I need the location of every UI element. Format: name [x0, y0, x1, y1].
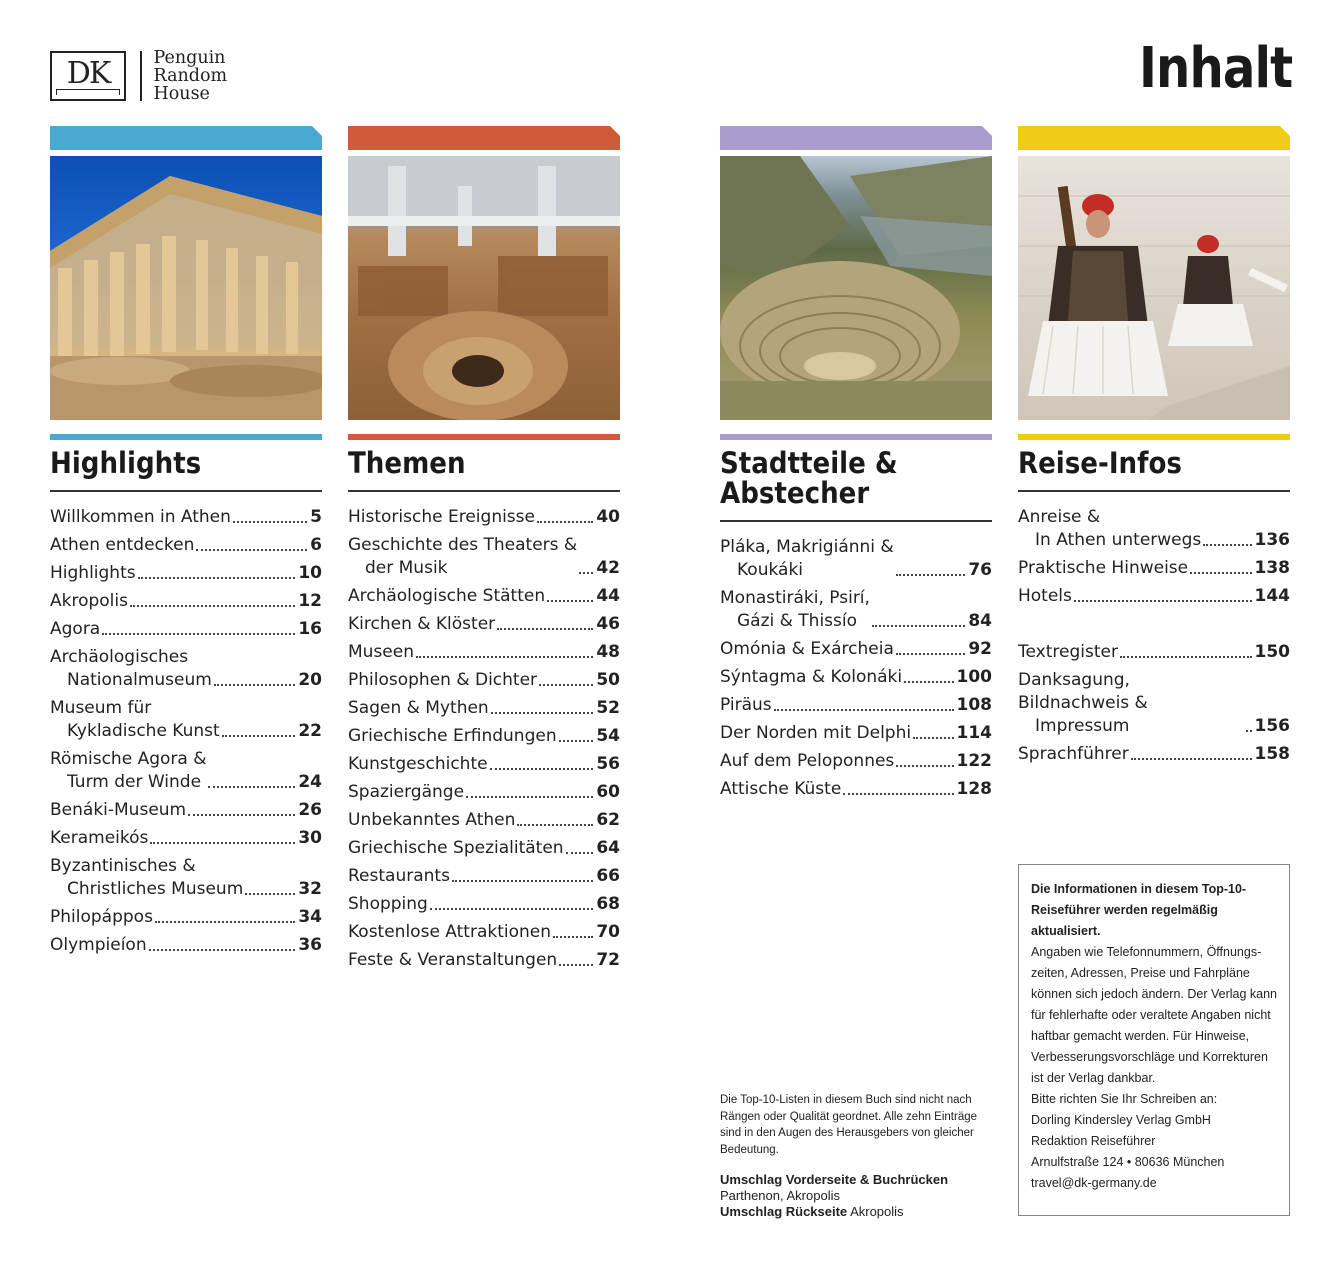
evzones-guards-photo: [1018, 156, 1290, 420]
toc-list: [348, 506, 620, 972]
dk-letters: DK: [66, 55, 110, 91]
toc-item[interactable]: Hotels 144: [1018, 585, 1290, 606]
section-tab: [720, 126, 992, 150]
toc-item[interactable]: Spaziergänge 60: [348, 781, 620, 802]
toc-item[interactable]: Shopping 68: [348, 893, 620, 914]
front-cover-label: Umschlag Vorderseite & Buchrücken: [720, 1172, 949, 1187]
toc-item[interactable]: Geschichte des Theaters & der Musik 42: [348, 534, 620, 578]
publisher-line-1: Penguin: [153, 48, 226, 68]
toc-item[interactable]: Sýntagma & Kolonáki 100: [720, 666, 992, 687]
toc-item[interactable]: Akropolis 12: [50, 590, 322, 611]
toc-item[interactable]: Benáki-Museum 26: [50, 799, 322, 820]
section-title: Reise-Infos: [1018, 446, 1182, 480]
publisher-logo: [50, 50, 227, 102]
section-reise-infos: [1018, 126, 1290, 771]
toc-item[interactable]: Anreise & In Athen unterwegs 136: [1018, 506, 1290, 550]
toc-item[interactable]: Griechische Spezialitäten 64: [348, 837, 620, 858]
parthenon-photo: [50, 156, 322, 420]
toc-item[interactable]: Omónia & Exárcheia 92: [720, 638, 992, 659]
toc-item[interactable]: Olympieíon 36: [50, 934, 322, 955]
section-title: Highlights: [50, 446, 202, 480]
toc-item[interactable]: Museen 48: [348, 641, 620, 662]
section-tab: [1018, 126, 1290, 150]
toc-item[interactable]: Historische Ereignisse 40: [348, 506, 620, 527]
info-box-contact-intro: Bitte richten Sie Ihr Schreiben an:: [1031, 1092, 1218, 1106]
front-cover-value: Parthenon, Akropolis: [720, 1188, 840, 1203]
toc-item[interactable]: Attische Küste 128: [720, 778, 992, 799]
toc-item[interactable]: Highlights 10: [50, 562, 322, 583]
info-box-email[interactable]: travel@dk-germany.de: [1031, 1176, 1157, 1190]
section-title: Themen: [348, 446, 466, 480]
toc-item[interactable]: Agora 16: [50, 618, 322, 639]
toc-item[interactable]: Monastiráki, Psirí, Gázi & Thissío 84: [720, 587, 992, 631]
section-title: Stadtteile & Abstecher: [720, 446, 898, 510]
info-box-body: Angaben wie Telefonnummern, Öffnungs-zeiten, Adressen, Preise und Fahrpläne können sich jedoch ändern. Der Verlag kann für fehlerhafte oder veraltete Angaben nicht haftbar gemacht werden. Für Hinweise, Verbesserungsvorschläge und Korrekturen ist der Verlag dankbar.: [1031, 945, 1277, 1085]
toc-item[interactable]: Auf dem Peloponnes 122: [720, 750, 992, 771]
back-cover-value: Akropolis: [850, 1204, 904, 1219]
toc-item[interactable]: Sprachführer 158: [1018, 743, 1290, 764]
section-themen: [348, 126, 620, 977]
toc-item[interactable]: Philosophen & Dichter 50: [348, 669, 620, 690]
toc-list: [720, 536, 992, 801]
toc-item[interactable]: Der Norden mit Delphi 114: [720, 722, 992, 743]
museum-excavation-photo: [348, 156, 620, 420]
toc-item[interactable]: Textregister 150: [1018, 641, 1290, 662]
publisher-line-3: House: [153, 84, 210, 104]
delphi-theatre-photo: [720, 156, 992, 420]
section-tab: [50, 126, 322, 150]
toc-item[interactable]: Kirchen & Klöster 46: [348, 613, 620, 634]
cover-credits: [720, 1172, 992, 1220]
toc-item[interactable]: Römische Agora & Turm der Winde 24: [50, 748, 322, 792]
info-box-company: Dorling Kindersley Verlag GmbH: [1031, 1113, 1211, 1127]
toc-item[interactable]: Willkommen in Athen 5: [50, 506, 322, 527]
toc-list: [1018, 506, 1290, 766]
top10-note: Die Top-10-Listen in diesem Buch sind nicht nach Rängen oder Qualität geordnet. Alle zehn Einträge sind in den Augen des Herausgebers von gleicher Bedeutung.: [720, 1094, 978, 1156]
info-box-address: Arnulfstraße 124 • 80636 München: [1031, 1155, 1225, 1169]
publisher-line-2: Random: [153, 66, 228, 86]
toc-item[interactable]: Griechische Erfindungen 54: [348, 725, 620, 746]
toc-item[interactable]: Kunstgeschichte 56: [348, 753, 620, 774]
toc-item[interactable]: Athen entdecken 6: [50, 534, 322, 555]
toc-item[interactable]: Pláka, Makrigiánni & Koukáki 76: [720, 536, 992, 580]
toc-item[interactable]: Feste & Veranstaltungen 72: [348, 949, 620, 970]
toc-item[interactable]: Museum für Kykladische Kunst 22: [50, 697, 322, 741]
section-stadtteile: [720, 126, 992, 806]
section-highlights: [50, 126, 322, 962]
info-box-headline: Die Informationen in diesem Top-10-Reiseführer werden regelmäßig aktualisiert.: [1031, 882, 1247, 938]
toc-list: [50, 506, 322, 957]
publisher-name: [154, 49, 228, 103]
toc-item[interactable]: Praktische Hinweise 138: [1018, 557, 1290, 578]
info-box: [1018, 864, 1290, 1216]
toc-item[interactable]: Danksagung, Bildnachweis & Impressum 156: [1018, 669, 1290, 736]
toc-item[interactable]: Philopáppos 34: [50, 906, 322, 927]
dk-logo-icon: [50, 51, 126, 101]
toc-item[interactable]: Kostenlose Attraktionen 70: [348, 921, 620, 942]
section-tab: [348, 126, 620, 150]
toc-item[interactable]: Piräus 108: [720, 694, 992, 715]
toc-item[interactable]: Restaurants 66: [348, 865, 620, 886]
toc-item[interactable]: Archäologische Stätten 44: [348, 585, 620, 606]
info-box-department: Redaktion Reiseführer: [1031, 1134, 1156, 1148]
toc-item[interactable]: Byzantinisches & Christliches Museum 32: [50, 855, 322, 899]
toc-item[interactable]: Archäologisches Nationalmuseum 20: [50, 646, 322, 690]
toc-item[interactable]: Sagen & Mythen 52: [348, 697, 620, 718]
toc-item[interactable]: Unbekanntes Athen 62: [348, 809, 620, 830]
back-cover-label: Umschlag Rückseite: [720, 1204, 848, 1219]
page-title: Inhalt: [1138, 36, 1292, 101]
toc-item[interactable]: Kerameikós 30: [50, 827, 322, 848]
